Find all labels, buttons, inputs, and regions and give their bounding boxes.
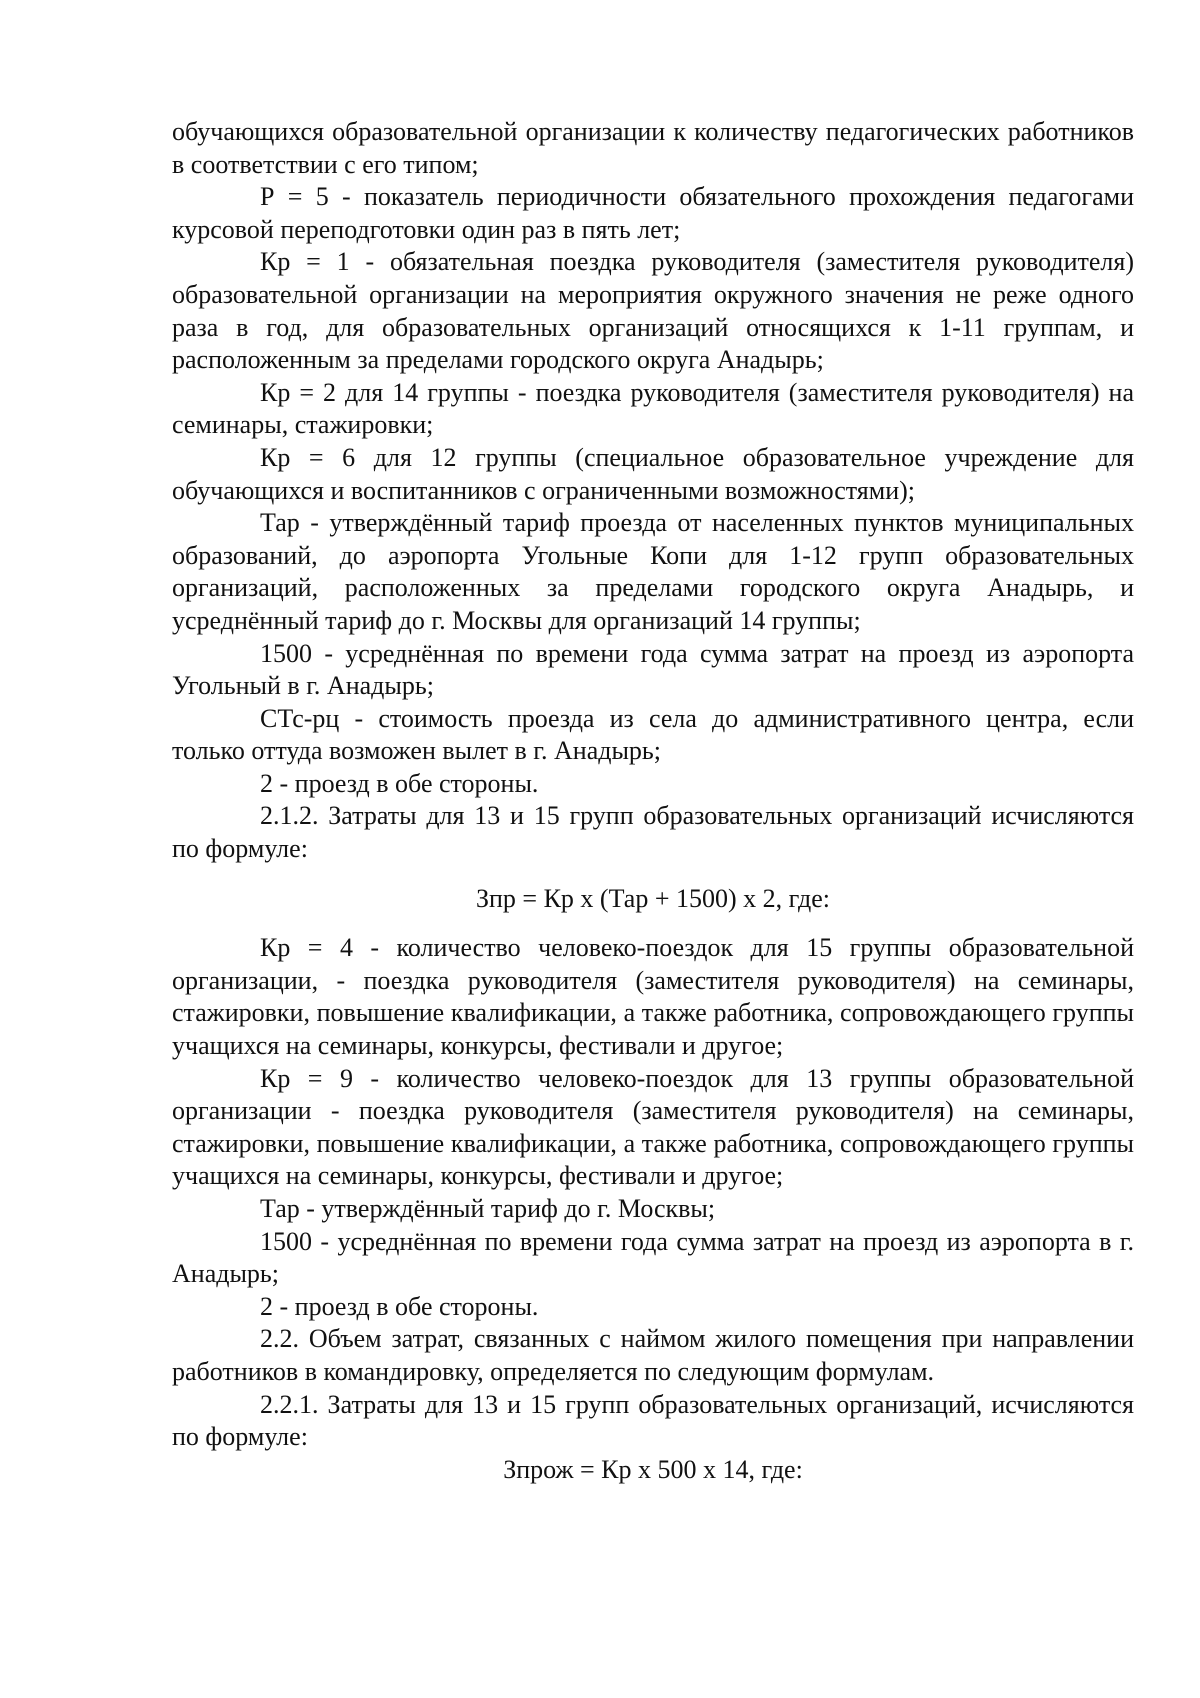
paragraph-round-trip-2: 2 - проезд в обе стороны.	[260, 1291, 539, 1321]
paragraph-p-definition: Р = 5 - показатель периодичности обязательного прохождения педагогами курсовой переподготовки один раз в пять лет;	[172, 182, 1134, 244]
paragraph-round-trip: 2 - проезд в обе стороны.	[260, 768, 539, 798]
paragraph-continuation: обучающихся образовательной организации к количеству педагогических работников в соответствии с его типом;	[172, 117, 1134, 179]
formula-zprozh: Зпрож = Кр х 500 х 14, где:	[503, 1454, 803, 1484]
paragraph-section-2-1-2: 2.1.2. Затраты для 13 и 15 групп образовательных организаций исчисляются по формуле:	[172, 801, 1134, 864]
formula-zpr: Зпр = Кр х (Тар + 1500) х 2, где:	[475, 883, 831, 913]
paragraph-section-2-2: 2.2. Объем затрат, связанных с наймом жилого помещения при направлении работников в командировку, определяется по следующим формулам.	[172, 1324, 1134, 1386]
paragraph-section-2-2-1: 2.2.1. Затраты для 13 и 15 групп образовательных организаций, исчисляются по формуле:	[172, 1389, 1134, 1452]
paragraph-tar-definition: Тар - утверждённый тариф проезда от населенных пунктов муниципальных образований, до аэропорта Угольные Копи для 1-12 групп образовательных организаций, расположенных за пределами городского округа Анадырь, и усреднённый тариф до г. Москвы для организаций 14 группы;	[172, 508, 1134, 635]
paragraph-kr4-definition: Кр = 4 - количество человеко-поездок для 15 группы образовательной организации, - поездка руководителя (заместителя руководителя) на семинары, стажировки, повышение квалификации, а также работника, сопровождающего группы учащихся на семинары, конкурсы, фестивали и другое;	[172, 933, 1134, 1061]
paragraph-stc-definition: СТс-рц - стоимость проезда из села до административного центра, если только оттуда возможен вылет в г. Анадырь;	[172, 703, 1134, 766]
paragraph-kr1-definition: Кр = 1 - обязательная поездка руководителя (заместителя руководителя) образовательной организации на мероприятия окружного значения не реже одного раза в год, для образовательных организаций относящихся к 1-11 группам, и расположенным за пределами городского округа Анадырь;	[172, 247, 1134, 375]
document-body	[172, 116, 1134, 1486]
paragraph-kr2-definition: Кр = 2 для 14 группы - поездка руководителя (заместителя руководителя) на семинары, стажировки;	[172, 377, 1134, 440]
paragraph-1500-airport: 1500 - усреднённая по времени года сумма затрат на проезд из аэропорта в г. Анадырь;	[172, 1226, 1134, 1289]
paragraph-tar-moscow: Тар - утверждённый тариф до г. Москвы;	[260, 1194, 716, 1223]
paragraph-kr9-definition: Кр = 9 - количество человеко-поездок для 13 группы образовательной организации - поездка руководителя (заместителя руководителя) на семинары, стажировки, повышение квалификации, а также работника, сопровождающего группы учащихся на семинары, конкурсы, фестивали и другое;	[172, 1063, 1134, 1191]
paragraph-1500-definition: 1500 - усреднённая по времени года сумма затрат на проезд из аэропорта Угольный в г. Анадырь;	[172, 638, 1134, 701]
paragraph-kr6-definition: Кр = 6 для 12 группы (специальное образовательное учреждение для обучающихся и воспитанников с ограниченными возможностями);	[172, 442, 1134, 505]
